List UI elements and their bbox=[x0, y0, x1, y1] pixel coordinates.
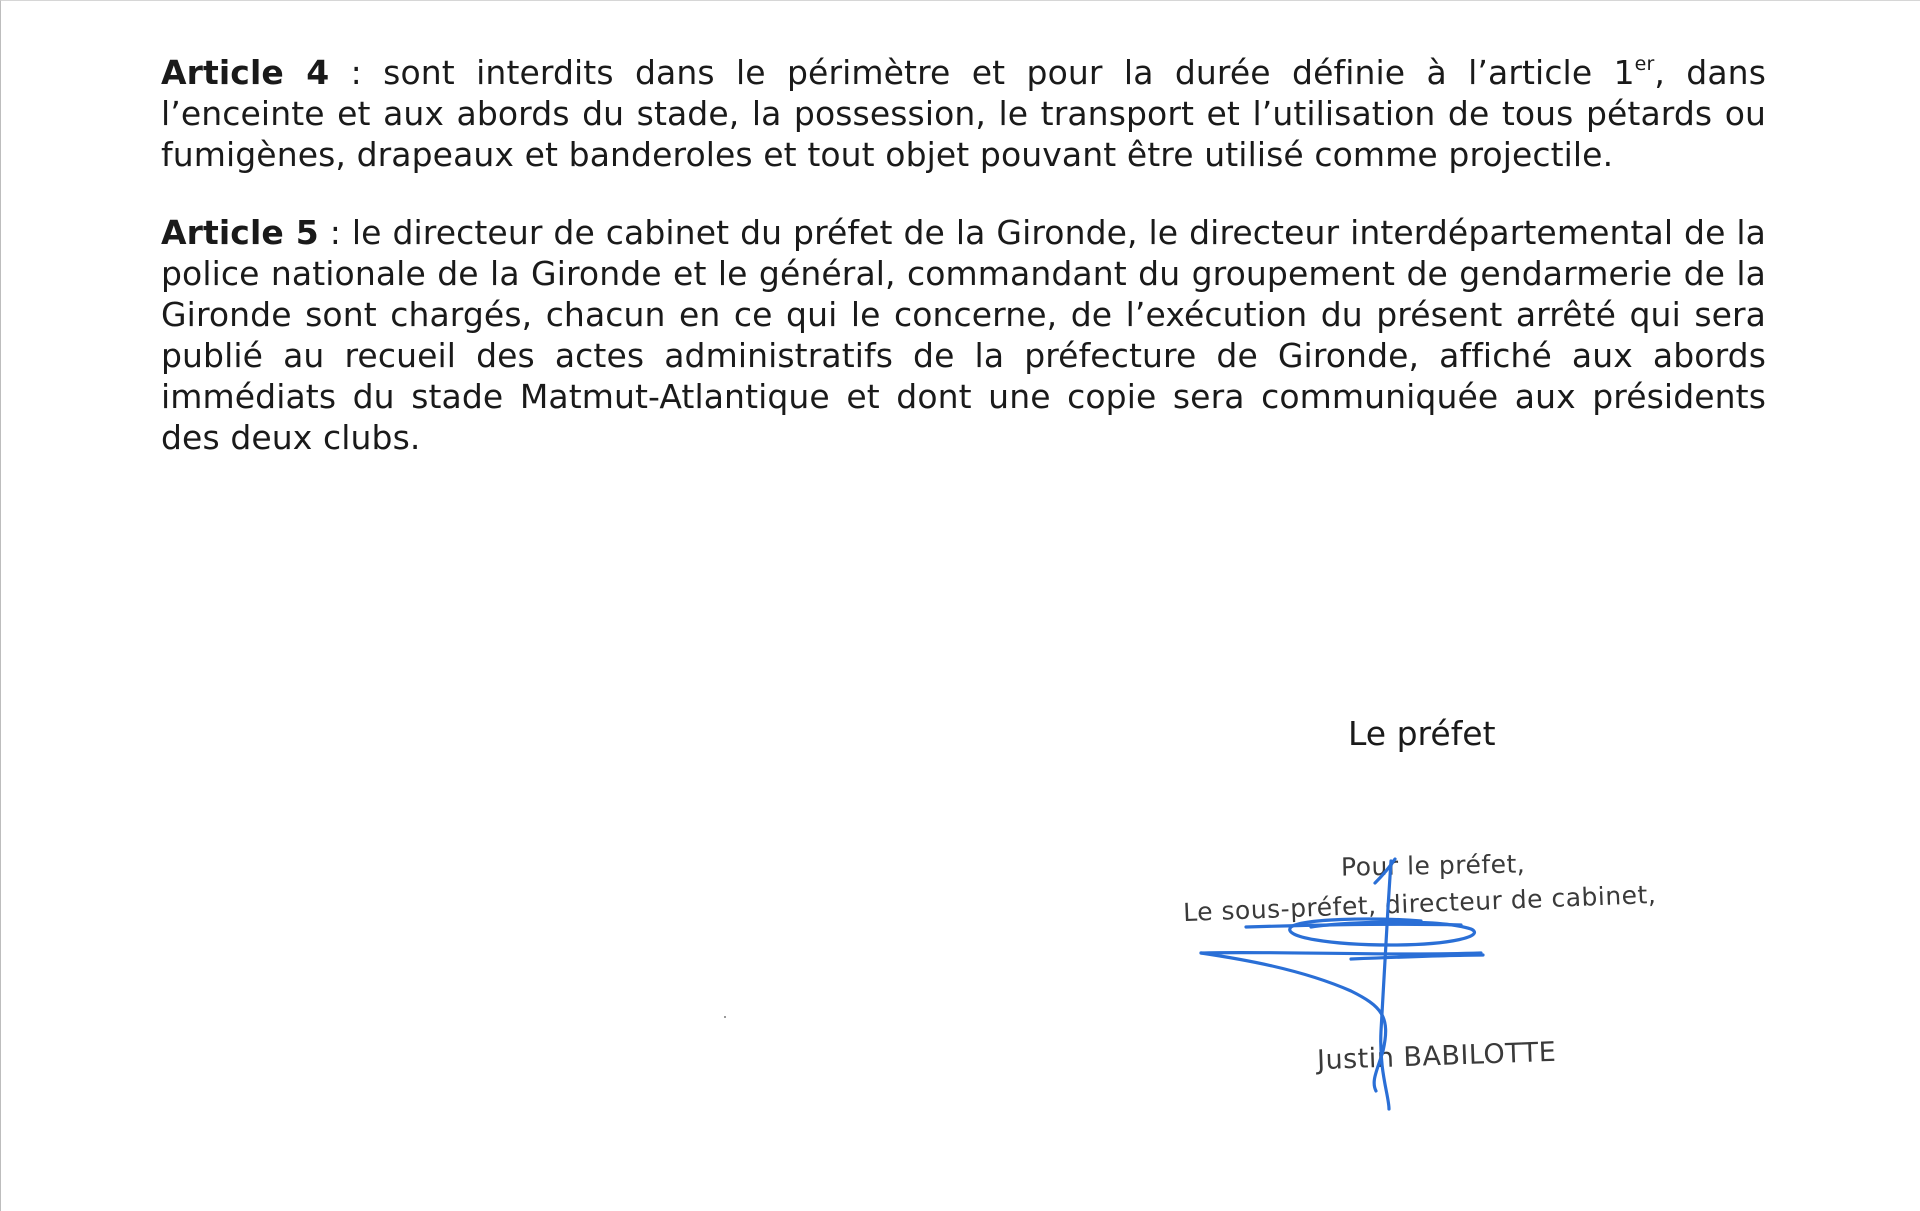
article-5-text: : le directeur de cabinet du préfet de la Gironde, le directeur interdépartemental de la police nationale de la Gironde et le général, commandant du groupement de gendarmerie de la Gironde sont chargés, chacun en ce qui le concerne, de l’exécution du présent arrêté qui sera publié au recueil des actes administratifs de la préfecture de Gironde, affiché aux abords immédiats du stade Matmut-Atlantique et dont une copie sera communiquée aux présidents des deux clubs. bbox=[161, 213, 1766, 457]
article-4-superscript: er bbox=[1634, 53, 1655, 75]
stamp-pour-le-prefet: Pour le préfet, bbox=[1340, 849, 1526, 882]
signatory-title: Le préfet bbox=[1348, 714, 1496, 753]
article-4-text: : sont interdits dans le périmètre et pour la durée définie à l’article 1 bbox=[329, 53, 1635, 92]
stamp-signatory-name: Justin BABILOTTE bbox=[1316, 1036, 1557, 1077]
scan-speck bbox=[724, 1016, 726, 1018]
article-5-paragraph bbox=[161, 212, 1766, 458]
article-4-paragraph bbox=[161, 52, 1766, 175]
article-4-text-continued: , dans l’enceinte et aux abords du stade, la possession, le transport et l’utilisation de tous pétards ou fumigènes, drapeaux et banderoles et tout objet pouvant être utilisé comme projectile. bbox=[161, 53, 1766, 174]
article-4-label: Article 4 bbox=[161, 53, 330, 92]
stamp-sous-prefet: Le sous-préfet, directeur de cabinet, bbox=[1182, 879, 1657, 928]
article-5-label: Article 5 bbox=[161, 213, 319, 252]
handwritten-signature bbox=[1151, 841, 1591, 1121]
